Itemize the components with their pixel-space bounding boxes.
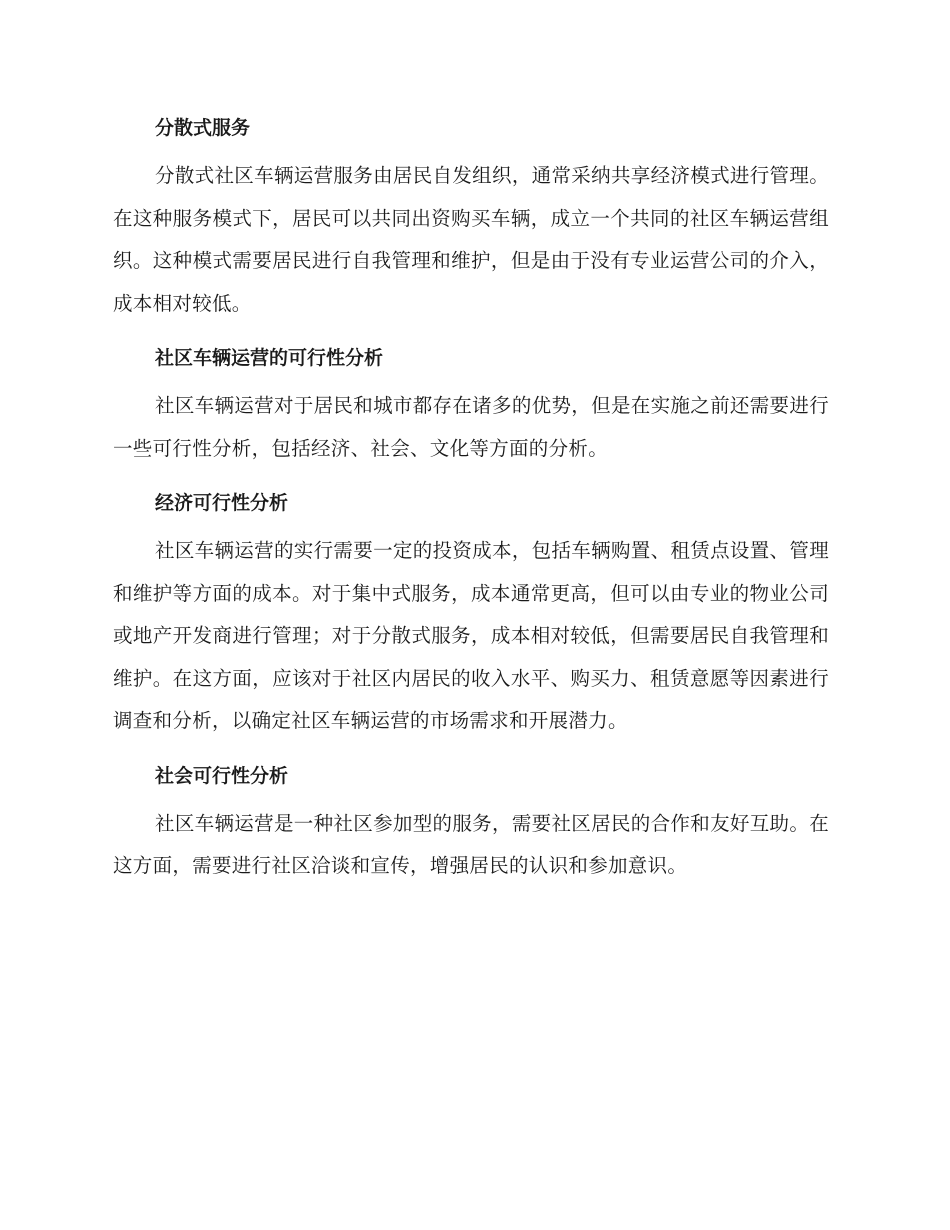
- document-page: [113, 108, 829, 901]
- paragraph-social-feasibility: 社区车辆运营是一种社区参加型的服务，需要社区居民的合作和友好互助。在这方面，需要进行社区洽谈和宣传，增强居民的认识和参加意识。: [113, 811, 829, 877]
- section-heading-decentralized-service: 分散式服务: [155, 117, 251, 139]
- section-heading-economic-feasibility: 经济可行性分析: [155, 492, 289, 514]
- section-heading-social-feasibility: 社会可行性分析: [155, 764, 289, 787]
- paragraph-feasibility-analysis: 社区车辆运营对于居民和城市都存在诸多的优势，但是在实施之前还需要进行一些可行性分析，包括经济、社会、文化等方面的分析。: [113, 394, 829, 460]
- paragraph-decentralized-service: 分散式社区车辆运营服务由居民自发组织，通常采纳共享经济模式进行管理。在这种服务模式下，居民可以共同出资购买车辆，成立一个共同的社区车辆运营组织。这种模式需要居民进行自我管理和维护，但是由于没有专业运营公司的介入，成本相对较低。: [113, 164, 829, 315]
- paragraph-economic-feasibility: 社区车辆运营的实行需要一定的投资成本，包括车辆购置、租赁点设置、管理和维护等方面的成本。对于集中式服务，成本通常更高，但可以由专业的物业公司或地产开发商进行管理；对于分散式服务，成本相对较低，但需要居民自我管理和维护。在这方面，应该对于社区内居民的收入水平、购买力、租赁意愿等因素进行调查和分析，以确定社区车辆运营的市场需求和开展潜力。: [113, 539, 829, 732]
- section-heading-feasibility-analysis: 社区车辆运营的可行性分析: [155, 347, 384, 369]
